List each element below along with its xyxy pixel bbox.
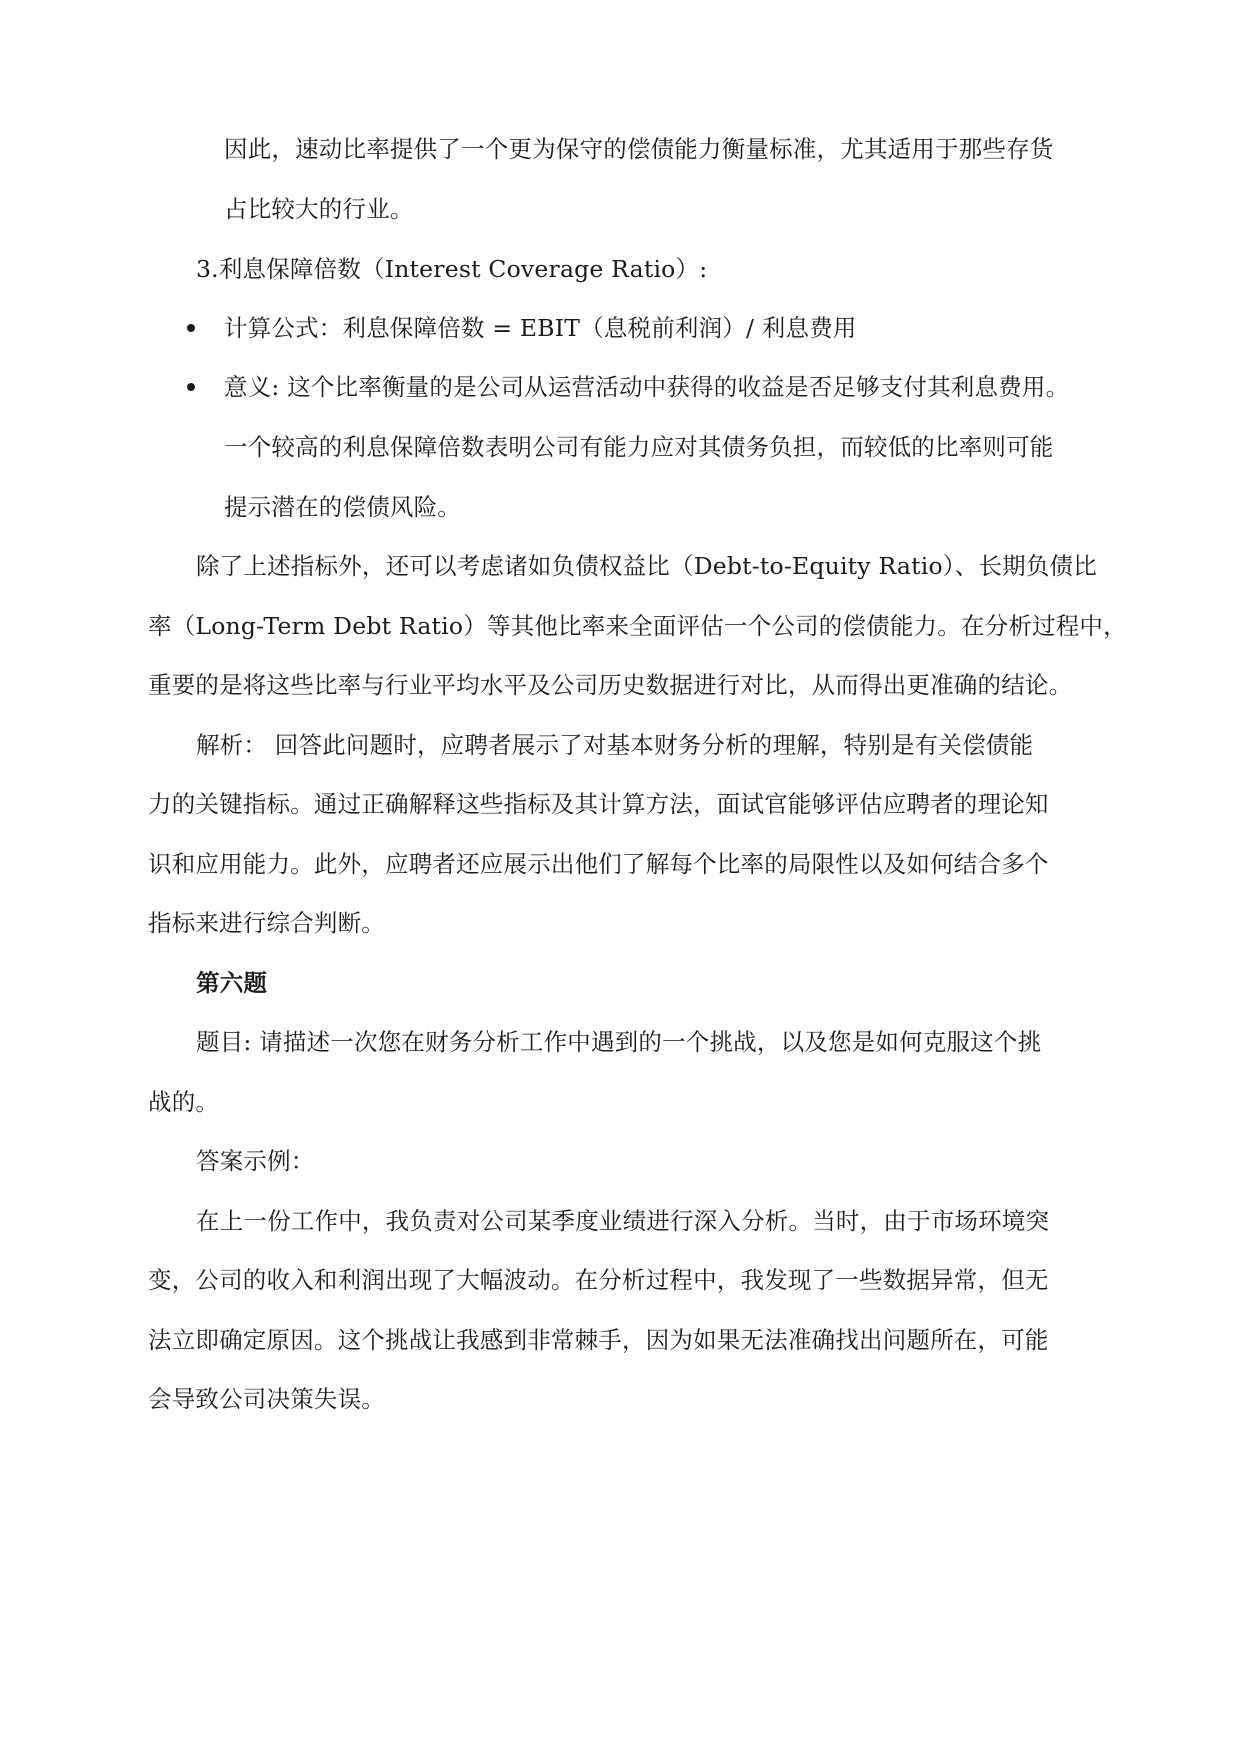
paragraph-line: 识和应用能力。此外，应聘者还应展示出他们了解每个比率的局限性以及如何结合多个: [148, 850, 1049, 878]
paragraph-line: 重要的是将这些比率与行业平均水平及公司历史数据进行对比，从而得出更准确的结论。: [148, 671, 1073, 699]
question-heading: 第六题: [196, 969, 268, 997]
bullet-dot: [187, 383, 195, 391]
answer-line: 变，公司的收入和利润出现了大幅波动。在分析过程中，我发现了一些数据异常，但无: [148, 1266, 1049, 1294]
answer-line: 会导致公司决策失误。: [148, 1385, 385, 1413]
section-heading: 3.利息保障倍数（Interest Coverage Ratio）:: [196, 255, 708, 283]
answer-label: 答案示例：: [196, 1147, 315, 1175]
bullet-text: 一个较高的利息保障倍数表明公司有能力应对其债务负担，而较低的比率则可能: [224, 433, 1054, 461]
paragraph-line: 除了上述指标外，还可以考虑诸如负债权益比（Debt-to-Equity Ratio）、长期负债比: [196, 552, 1097, 580]
bullet-dot: [187, 324, 195, 332]
question-prompt-line: 题目: 请描述一次您在财务分析工作中遇到的一个挑战，以及您是如何克服这个挑: [196, 1028, 1042, 1056]
answer-line: 在上一份工作中，我负责对公司某季度业绩进行深入分析。当时，由于市场环境突: [196, 1207, 1050, 1235]
question-prompt-line: 战的。: [148, 1088, 220, 1116]
paragraph-line: 解析： 回答此问题时，应聘者展示了对基本财务分析的理解，特别是有关偿债能: [196, 731, 1034, 759]
bullet-text: 提示潜在的偿债风险。: [224, 493, 461, 521]
answer-line: 法立即确定原因。这个挑战让我感到非常棘手，因为如果无法准确找出问题所在，可能: [148, 1326, 1049, 1354]
paragraph-line: 力的关键指标。通过正确解释这些指标及其计算方法，面试官能够评估应聘者的理论知: [148, 790, 1049, 818]
paragraph-line: 率（Long-Term Debt Ratio）等其他比率来全面评估一个公司的偿债能力。在分析过程中，: [148, 612, 1127, 640]
paragraph-line: 占比较大的行业。: [224, 195, 414, 223]
bullet-text: 意义: 这个比率衡量的是公司从运营活动中获得的收益是否足够支付其利息费用。: [224, 373, 1070, 401]
paragraph-line: 因此，速动比率提供了一个更为保守的偿债能力衡量标准，尤其适用于那些存货: [224, 135, 1054, 163]
paragraph-line: 指标来进行综合判断。: [148, 909, 385, 937]
bullet-text: 计算公式：利息保障倍数 = EBIT（息税前利润）/ 利息费用: [224, 314, 857, 342]
